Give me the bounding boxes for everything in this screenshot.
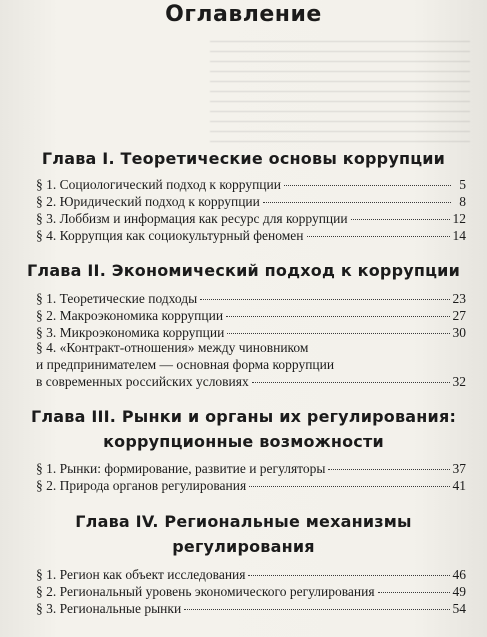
toc-entry-page: 49 bbox=[452, 584, 466, 599]
toc-entry[interactable] bbox=[36, 193, 466, 210]
toc-entry-page: 8 bbox=[459, 194, 466, 209]
chapter-4-title: Глава IV. Региональные механизмы bbox=[75, 512, 412, 531]
chapter-2-title: Глава II. Экономический подход к коррупции bbox=[27, 261, 460, 280]
toc-entry-text: § 3. Региональные рынки bbox=[36, 601, 182, 616]
toc-entry-page: 46 bbox=[452, 567, 466, 582]
toc-entry-page: 30 bbox=[452, 325, 466, 340]
dot-leader bbox=[200, 299, 449, 300]
toc-entry-page: 54 bbox=[452, 601, 466, 616]
toc-entry-text: § 2. Макроэкономика коррупции bbox=[36, 308, 224, 323]
toc-entry-page: 23 bbox=[452, 291, 466, 306]
toc-entry-text: § 1. Рынки: формирование, развитие и регуляторы bbox=[36, 461, 326, 476]
toc-entry[interactable] bbox=[36, 566, 466, 583]
toc-entry-text: § 1. Теоретические подходы bbox=[36, 291, 198, 306]
toc-entry-page: 12 bbox=[452, 211, 466, 226]
toc-entry-page: 5 bbox=[459, 177, 466, 192]
dot-leader bbox=[263, 202, 451, 203]
dot-leader bbox=[351, 219, 450, 220]
toc-entry-text: § 3. Микроэкономика коррупции bbox=[36, 325, 225, 340]
toc-entry[interactable] bbox=[36, 583, 466, 600]
toc-entry[interactable] bbox=[36, 307, 466, 324]
toc-entry-page: 41 bbox=[452, 478, 466, 493]
toc-entry-text: § 4. Коррупция как социокультурный феномен bbox=[36, 228, 304, 243]
toc-entry[interactable] bbox=[36, 600, 466, 617]
toc-entry-text: § 2. Региональный уровень экономического регулирования bbox=[36, 584, 375, 599]
toc-entry[interactable] bbox=[36, 227, 466, 244]
chapter-3-title: Глава III. Рынки и органы их регулирования: bbox=[30, 407, 457, 426]
dot-leader bbox=[227, 333, 449, 334]
chapter-4-title-line-2: регулирования bbox=[172, 537, 315, 556]
toc-entry-page: 14 bbox=[452, 228, 466, 243]
dot-leader bbox=[249, 486, 449, 487]
toc-entry[interactable] bbox=[36, 460, 466, 477]
toc-entry-page: 27 bbox=[452, 308, 466, 323]
toc-entry-text: § 1. Регион как объект исследования bbox=[36, 567, 246, 582]
toc-entry-text: § 2. Природа органов регулирования bbox=[36, 478, 247, 493]
toc-entry-text: § 1. Социологический подход к коррупции bbox=[36, 177, 281, 192]
toc-entry[interactable] bbox=[36, 210, 466, 227]
toc-entry[interactable] bbox=[36, 290, 466, 307]
dot-leader bbox=[226, 316, 449, 317]
toc-entry-text-line: и предпринимателем — основная форма коррупции bbox=[36, 357, 335, 372]
toc-entry-page: 37 bbox=[452, 461, 466, 476]
dot-leader bbox=[252, 382, 450, 383]
toc-entry-text: в современных российских условиях bbox=[36, 374, 249, 389]
bleed-through-text bbox=[210, 32, 470, 142]
toc-entry-page: 32 bbox=[452, 374, 466, 389]
toc-entry[interactable] bbox=[36, 176, 466, 193]
dot-leader bbox=[184, 609, 449, 610]
toc-entry[interactable] bbox=[36, 373, 466, 390]
chapter-1-title: Глава I. Теоретические основы коррупции bbox=[41, 149, 446, 168]
toc-entry-text-line: § 4. «Контракт-отношения» между чиновником bbox=[36, 340, 309, 355]
toc-entry-text: § 2. Юридический подход к коррупции bbox=[36, 194, 260, 209]
dot-leader bbox=[284, 185, 451, 186]
dot-leader bbox=[248, 575, 449, 576]
chapter-3-title-line-2: коррупционные возможности bbox=[103, 432, 384, 451]
dot-leader bbox=[328, 469, 449, 470]
dot-leader bbox=[378, 592, 450, 593]
page-title: Оглавление bbox=[165, 2, 322, 27]
toc-entry[interactable] bbox=[36, 477, 466, 494]
toc-entry-text: § 3. Лоббизм и информация как ресурс для коррупции bbox=[36, 211, 348, 226]
dot-leader bbox=[307, 236, 450, 237]
